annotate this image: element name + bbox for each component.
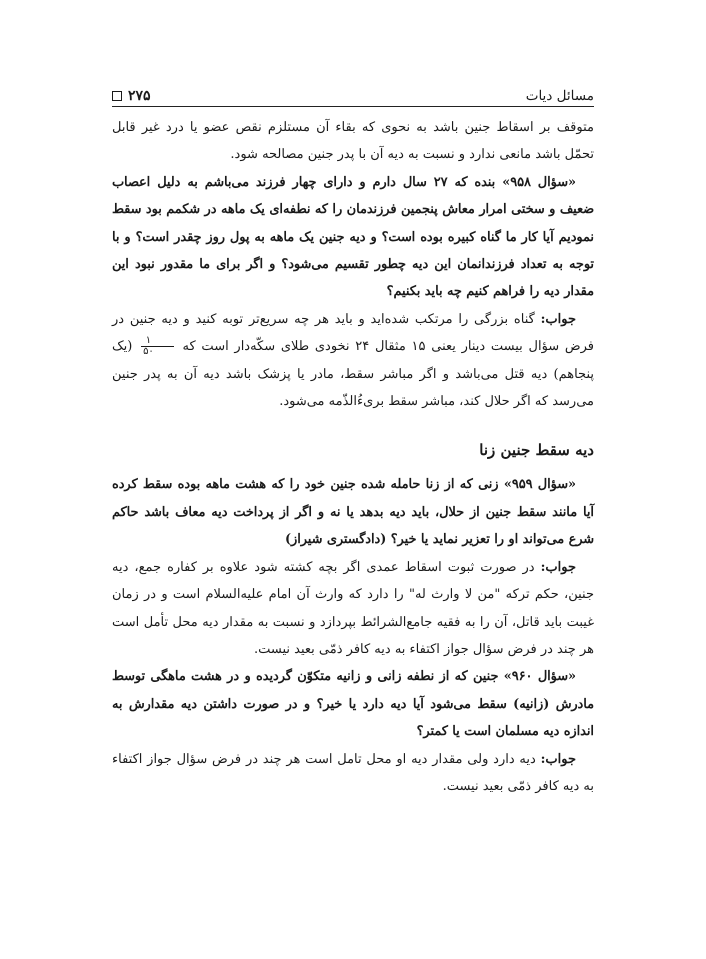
answer-958-part1: گناه بزرگی را مرتکب شده‌اید و باید هر چه سریع‌تر توبه کنید و دیه جنین در فرض سؤال بیست دینار یعنی ۱۵ مثقال ۲۴ نخودی طلای سکّه‌دار است که — [112, 311, 595, 355]
page-number-block — [112, 88, 151, 104]
question-958: «سؤال ۹۵۸» بنده که ۲۷ سال دارم و دارای چهار فرزند می‌باشم به دلیل اعصاب ضعیف و سختی امرار معاش پنجمین فرزندمان را که نطفه‌ای یک ماهه در شکمم بود سقط نمودیم آیا کار ما گناه کبیره بوده است؟ و دیه جنین یک ماهه به پول روز چقدر است؟ و با توجه به تعداد فرزندانمان این دیه چطور تقسیم می‌شود؟ و اگر برای ما مقدور نبود این مقدار دیه را فراهم کنیم چه باید بکنیم؟ — [112, 174, 594, 300]
answer-label: جواب: — [540, 311, 576, 327]
square-icon — [112, 91, 122, 101]
header-rule — [112, 106, 594, 107]
fraction-numerator: ۱ — [141, 336, 174, 347]
fraction — [141, 336, 174, 357]
fraction-denominator: ۵۰ — [143, 346, 154, 358]
section-heading: دیه سقط جنین زنا — [479, 441, 594, 460]
answer-960 — [112, 746, 594, 801]
answer-959 — [112, 554, 594, 664]
question-960: «سؤال ۹۶۰» جنین که از نطفه زانی و زانیه متکوّن گردیده و در هشت ماهگی توسط مادرش (زانیه) سقط می‌شود آیا دیه دارد یا خیر؟ و در صورت داشتن دیه مقدارش به اندازه دیه مسلمان است یا کمتر؟ — [112, 669, 594, 740]
answer-label: جواب: — [540, 559, 576, 575]
question-959: «سؤال ۹۵۹» زنی که از زنا حامله شده جنین خود را که هشت ماهه بوده سقط کرده آیا مانند سقط جنین از حلال، باید دیه بدهد یا نه و اگر از پرداخت دیه معاف باشد حاکم شرع می‌تواند او را تعزیر نماید یا خیر؟ (دادگستری شیراز) — [112, 477, 594, 548]
answer-label: جواب: — [540, 751, 576, 767]
answer-958-part2: (یک پنجاهم) دیه قتل می‌باشد و اگر مباشر سقط، مادر یا پزشک باشد دیه آن به پدر جنین می‌رسد که اگر حلال کند، مباشر سقط بریءُالذّمه می‌شود. — [112, 339, 594, 410]
page-header — [112, 78, 594, 104]
page-body — [112, 114, 594, 800]
chapter-title: مسائل دیات — [525, 88, 594, 104]
answer-960-text: دیه دارد ولی مقدار دیه او محل تامل است هر چند در فرض سؤال جواز اکتفاء به دیه کافر ذمّی بعید نیست. — [112, 751, 594, 794]
page-number: ۲۷۵ — [128, 88, 151, 104]
answer-959-text: در صورت ثبوت اسقاط عمدی اگر بچه کشته شود علاوه بر کفاره جمع، دیه جنین، حکم ترکه "من لا وارث له" را دارد که وارث آن امام علیه‌السلام است و در زمان غیبت باید قاتل، آن را به فقیه جامع‌الشرائط بپردازد و نسبت به مقدار دیه محل تأمل است هر چند در فرض سؤال جواز اکتفاء به دیه کافر ذمّی بعید نیست. — [112, 559, 594, 657]
answer-958 — [112, 306, 594, 416]
paragraph-continuation: متوقف بر اسقاط جنین باشد به نحوی که بقاء آن مستلزم نقص عضو یا درد غیر قابل تحمّل باشد مانعی ندارد و نسبت به دیه آن با پدر جنین مصالحه شود. — [112, 120, 594, 163]
